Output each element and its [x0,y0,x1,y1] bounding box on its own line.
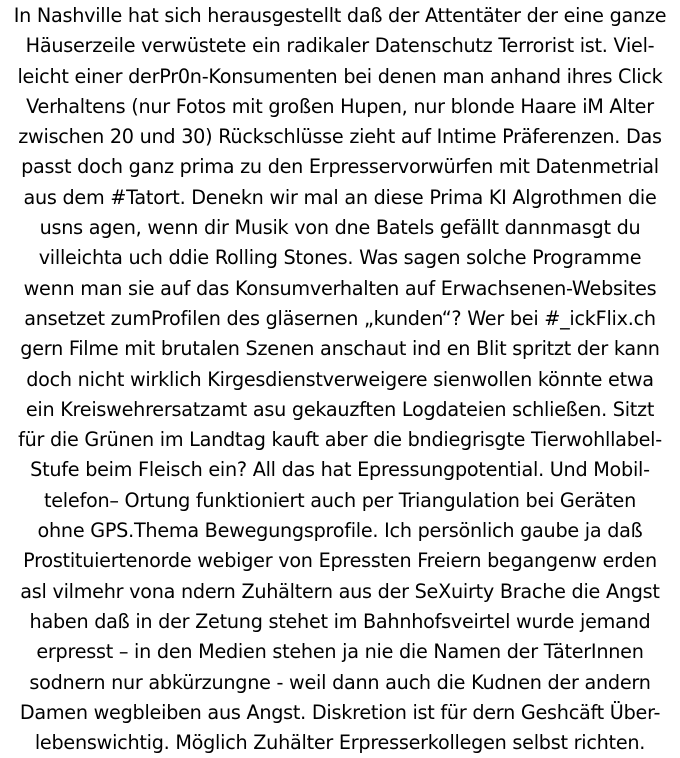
text-line: Stufe beim Fleisch ein? All das hat Epressungpotential. Und Mobil- [30,458,650,482]
text-line: telefon– Ortung funktioniert auch per Triangulation bei Geräten [43,488,636,512]
text-line: ohne GPS.Thema Bewegungsprofile. Ich persönlich gaube ja daß [37,519,643,543]
text-line: haben daß in der Zetung stehet im Bahnhofsveirtel wurde jemand [29,609,651,633]
text-line: Verhaltens (nur Fotos mit großen Hupen, nur blonde Haare iM Alter [26,94,654,118]
text-line: Damen wegbleiben aus Angst. Diskretion ist für dern Geshcäft Über- [19,700,661,724]
text-line: Häuserzeile verwüstete ein radikaler Datenschutz Terrorist ist. Viel- [25,34,655,58]
text-line: gern Filme mit brutalen Szenen anschaut ind en Blit spritzt der kann [20,337,660,361]
text-line: ansetzet zumProfilen des gläsernen „kunden“? Wer bei #_ickFlix.ch [24,306,656,330]
text-line: passt doch ganz prima zu den Erpresservorwürfen mit Datenmetrial [21,155,659,179]
text-line: lebenswichtig. Möglich Zuhälter Erpresserkollegen selbst richten. [34,731,646,755]
text-line: Prostituiertenorde webiger von Epressten Freiern begangenw erden [23,549,657,573]
text-line: wenn man sie auf das Konsumverhalten auf Erwachsenen-Websites [23,276,657,300]
text-line: erpresst – in den Medien stehen ja nie die Namen der TäterInnen [36,640,644,664]
text-line: für die Grünen im Landtag kauft aber die bndiegrisgte Tierwohllabel- [18,428,662,452]
text-line: asl vilmehr vona ndern Zuhältern aus der SeXuirty Brache die Angst [20,579,660,603]
text-line: aus dem #Tatort. Denekn wir mal an diese Prima KI Algrothmen die [23,185,657,209]
text-line: doch nicht wirklich Kirgesdienstverweigere sienwollen könnte etwa [26,367,654,391]
text-line: ein Kreiswehrersatzamt asu gekauzften Logdateien schließen. Sitzt [25,397,655,421]
text-line: sodnern nur abkürzungne - weil dann auch die Kudnen der andern [29,670,651,694]
text-line: leicht einer derPr0n-Konsumenten bei denen man anhand ihres Click [17,64,663,88]
text-line: zwischen 20 und 30) Rückschlüsse zieht auf Intime Präferenzen. Das [18,125,662,149]
text-line: In Nashville hat sich herausgestellt daß der Attentäter der eine ganze [13,4,667,27]
text-line: villeichta uch ddie Rolling Stones. Was sagen solche Programme [38,246,642,270]
text-line: usns agen, wenn dir Musik von dne Batels gefällt dannmasgt du [39,216,641,240]
